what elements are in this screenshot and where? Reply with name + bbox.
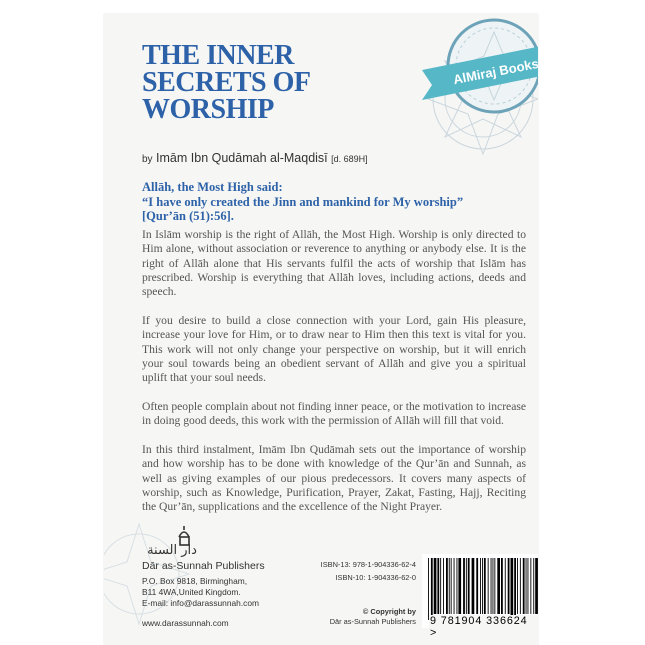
- quran-quote: [142, 180, 527, 224]
- address-line: P.O. Box 9818, Birmingham,: [142, 576, 248, 586]
- barcode-bar: [488, 558, 489, 614]
- barcode-bar: [535, 558, 538, 614]
- copyright-holder: Dār as-Sunnah Publishers: [329, 617, 416, 626]
- title-line: SECRETS OF: [142, 67, 311, 98]
- barcode-bar: [468, 558, 470, 614]
- description-paragraph: In Islām worship is the right of Allāh, the Most High. Worship is only directed to Him alone, without association or reverence to anything or anybody else. It is the right of Allāh alone that His servants fulfil the acts of worship that Islām has prescribed. Worship is everything that Allāh loves, including actions, deeds and speech.: [142, 228, 526, 299]
- barcode-bar: [533, 558, 534, 614]
- publisher-logo: [142, 523, 202, 557]
- publisher-logo-arabic: دار السنة: [147, 543, 197, 557]
- badge-label: AlMiraj Books: [451, 55, 540, 88]
- barcode-bar: [446, 558, 448, 614]
- barcode-bar: [476, 558, 478, 614]
- quote-reference: [Qur’ān (51):56].: [142, 209, 234, 223]
- barcode-bar: [501, 558, 503, 614]
- barcode-bar: [526, 558, 527, 614]
- barcode-bar: [440, 558, 441, 614]
- publisher-website: www.darassunnah.com: [142, 618, 229, 628]
- isbn-block: [280, 558, 416, 584]
- barcode-bar: [491, 558, 492, 614]
- barcode-bar: [449, 558, 450, 614]
- title-line: THE INNER: [142, 40, 294, 71]
- barcode-bar: [497, 558, 500, 614]
- author-name: Imām Ibn Qudāmah al-Maqdisī: [156, 151, 328, 165]
- almiraj-books-badge: [422, 14, 538, 140]
- barcode-bar: [514, 558, 516, 620]
- barcode-bar: [451, 558, 452, 614]
- barcode-bar: [482, 558, 483, 614]
- barcode-bar: [443, 558, 444, 614]
- publisher-address: [142, 576, 259, 609]
- barcode-bar: [484, 558, 486, 614]
- address-line: B11 4WA,United Kingdom.: [142, 587, 241, 597]
- back-cover: [104, 14, 538, 645]
- isbn-13: ISBN-13: 978-1-904336-62-4: [320, 560, 416, 569]
- description: [142, 228, 526, 529]
- book-title: [142, 42, 402, 123]
- barcode-bar: [428, 558, 429, 620]
- isbn-10: ISBN-10: 1-904336-62-0: [335, 573, 416, 582]
- description-paragraph: In this third instalment, Imām Ibn Qudāmah sets out the importance of worship and how worship has to be done with knowledge of the Qur’ān and Sunnah, as well as giving examples of our pious predecessors. It covers many aspects of worship, such as Knowledge, Purification, Prayer, Zakat, Fasting, Hajj, Reciting the Qur’ān, supplications and the excellence of the Night Prayer.: [142, 443, 526, 514]
- description-paragraph: If you desire to build a close connection with your Lord, gain His pleasure, increase your love for Him, or to draw near to Him then this text is vital for you. This work will not only change your perspective on worship, but it will enrich your soul towards being an obedient servant of Allāh and give you a spiritual uplift that your soul needs.: [142, 313, 526, 385]
- author-line: [142, 151, 368, 165]
- barcode-bar: [494, 558, 495, 614]
- barcode-bar: [431, 558, 433, 620]
- quote-verse: “I have only created the Jinn and mankind for My worship”: [142, 194, 464, 209]
- author-by: by: [142, 154, 153, 165]
- barcode-bar: [505, 558, 506, 614]
- address-line: E-mail: info@darassunnah.com: [142, 598, 259, 608]
- barcode-bar: [463, 558, 465, 614]
- barcode-bar: [434, 558, 437, 614]
- barcode-bar: [520, 558, 521, 614]
- barcode-bar: [528, 558, 529, 614]
- publisher-name: Dār as-Sunnah Publishers: [142, 560, 265, 572]
- barcode-number: 9 781904 336624 >: [429, 615, 538, 639]
- barcode-bar: [523, 558, 525, 614]
- barcode-bar: [437, 558, 439, 614]
- barcode-bar: [530, 558, 531, 614]
- title-line: WORSHIP: [142, 94, 274, 125]
- barcode-bar: [472, 558, 475, 614]
- quote-intro: Allāh, the Most High said:: [142, 180, 283, 194]
- barcode-bar: [511, 558, 514, 620]
- barcode-bar: [480, 558, 481, 614]
- description-paragraph: Often people complain about not finding inner peace, or the motivation to increase in doing good deeds, this work with the permission of Allāh will fill that void.: [142, 399, 526, 428]
- barcode-bar: [457, 558, 458, 614]
- copyright-heading: © Copyright by: [362, 607, 416, 616]
- copyright-block: [280, 607, 416, 627]
- author-death-date: [d. 689H]: [331, 154, 368, 164]
- barcode-bar: [466, 558, 467, 614]
- barcode-bar: [517, 558, 518, 614]
- barcode-bar: [508, 558, 510, 614]
- barcode-bar: [454, 558, 455, 614]
- barcode-bar: [458, 558, 461, 614]
- barcode-bar: [493, 558, 494, 614]
